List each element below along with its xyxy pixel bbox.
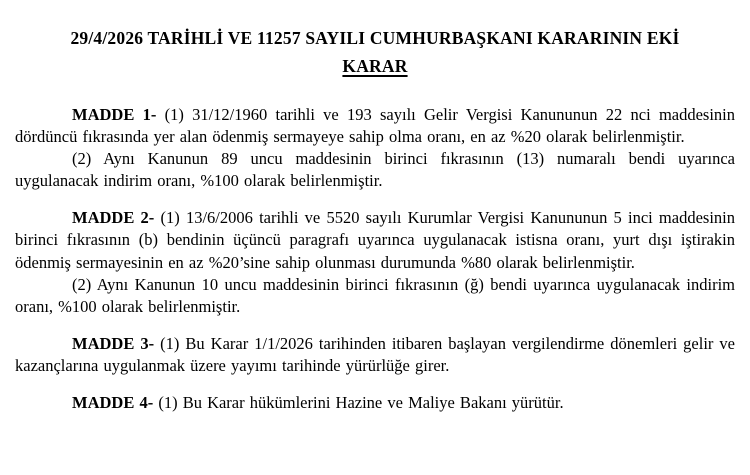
- clause-text: (1) Bu Karar hükümlerini Hazine ve Maliye Bakanı yürütür.: [158, 393, 564, 413]
- article-madde-3: [15, 333, 735, 377]
- article-clause: [15, 333, 735, 377]
- article-clause: [15, 274, 735, 318]
- clause-text: (2) Aynı Kanunun 10 uncu maddesinin birinci fıkrasının (ğ) bendi uyarınca uygulanacak indirim oranı, %100 olarak belirlenmiştir.: [15, 274, 735, 316]
- clause-text: (1) 13/6/2006 tarihli ve 5520 sayılı Kurumlar Vergisi Kanununun 5 inci maddesinin birinci fıkrasının (b) bendinin üçüncü paragrafı uyarınca uygulanacak istisna oranı, yurt dışı iştirakin ödenmiş sermayesinin en az %20’sine sahip olunması durumunda %80 olarak belirlenmiştir.: [15, 208, 736, 272]
- article-clause: [15, 392, 735, 414]
- clause-text: (1) Bu Karar 1/1/2026 tarihinden itibaren başlayan vergilendirme dönemleri gelir ve kazançlarına uygulanmak üzere yayımı tarihinde yürürlüğe girer.: [15, 333, 736, 375]
- article-label: MADDE 1-: [72, 105, 157, 124]
- clause-text: (1) 31/12/1960 tarihli ve 193 sayılı Gelir Vergisi Kanununun 22 nci maddesinin dördüncü fıkrasında yer alan ödenmiş sermayeye sahip olma oranı, en az %20 olarak belirlenmiştir.: [15, 105, 736, 147]
- title-line-1: 29/4/2026 TARİHLİ VE 11257 SAYILI CUMHURBAŞKANI KARARININ EKİ: [70, 28, 680, 48]
- article-madde-1: [15, 104, 735, 192]
- article-madde-2: [15, 207, 735, 317]
- article-label: MADDE 4-: [72, 393, 154, 413]
- article-label: MADDE 2-: [72, 208, 155, 228]
- title-line-2-karar: KARAR: [342, 56, 408, 76]
- article-label: MADDE 3-: [72, 333, 155, 353]
- article-clause: [15, 207, 735, 273]
- article-clause: [15, 104, 735, 148]
- article-madde-4: [15, 392, 735, 414]
- document-title: [15, 24, 735, 80]
- clause-text: (2) Aynı Kanunun 89 uncu maddesinin birinci fıkrasının (13) numaralı bendi uyarınca uygulanacak indirim oranı, %100 olarak belirlenmiştir.: [15, 149, 735, 191]
- article-clause: [15, 148, 735, 192]
